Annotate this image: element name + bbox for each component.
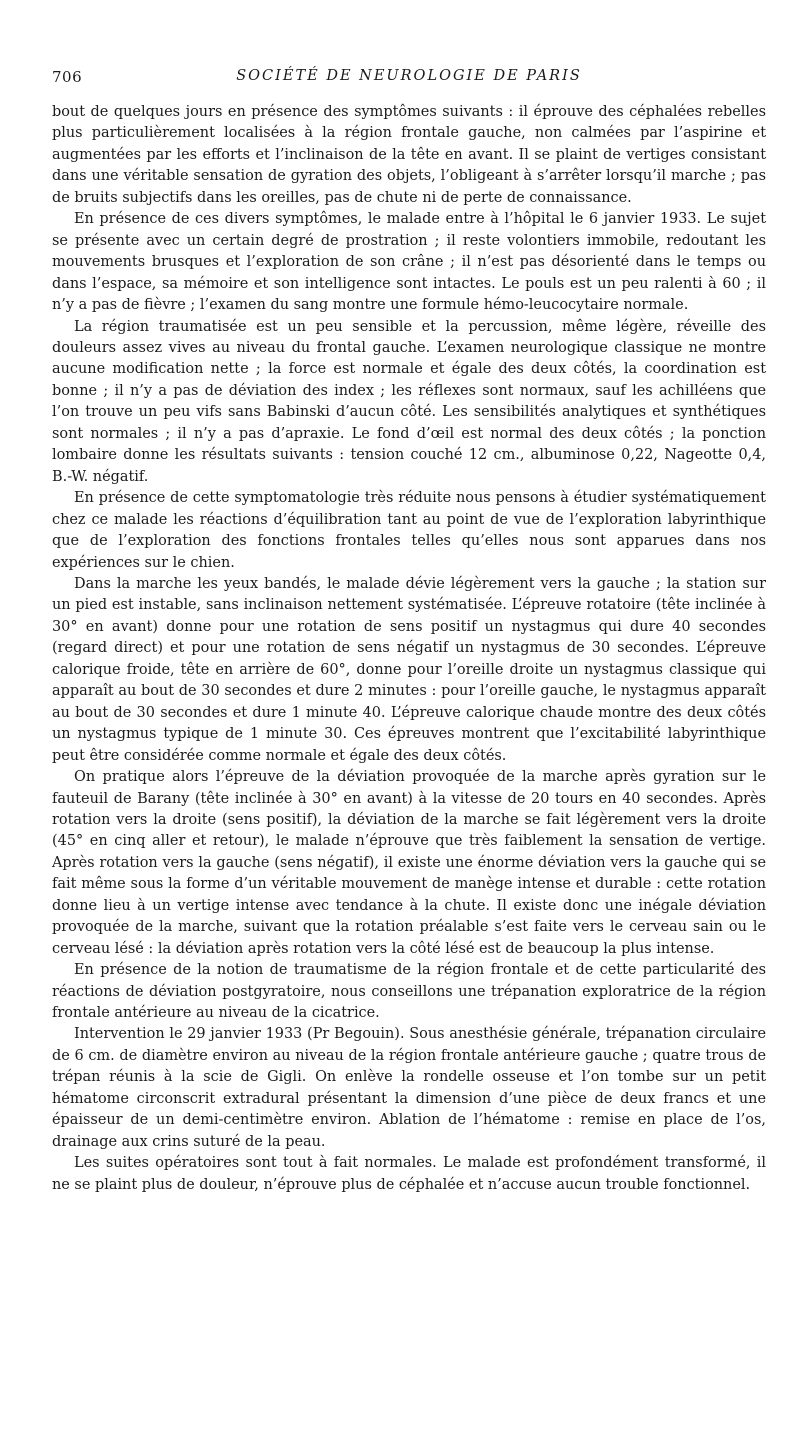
paragraph-labyrinth-tests: Dans la marche les yeux bandés, le malade dévie légèrement vers la gauche ; la station sur un pied est instable, sans inclinaison nettement systématisée. L’épreuve rotatoire (tête inclinée à 30° en avant) donne pour une rotation de sens positif un nystagmus qui dure 40 secondes (regard direct) et pour une rotation de sens négatif un nystagmus de 30 secondes. L’épreuve calorique froide, tête en arrière de 60°, donne pour l’oreille droite un nystagmus classique qui apparaît au bout de 30 secondes et dure 2 minutes : pour l’oreille gauche, le nystagmus apparaît au bout de 30 secondes et dure 1 minute 40. L’épreuve calorique chaude montre des deux côtés un nystagmus typique de 1 minute 30. Ces épreuves montrent que l’excitabilité labyrinthique peut être considérée comme normale et égale des deux côtés. (52, 575, 766, 764)
paragraph-recommendation: En présence de la notion de traumatisme de la région frontale et de cette particularité des réactions de déviation postgyratoire, nous conseillons une trépanation exploratrice de la région frontale antérieure au niveau de la cicatrice. (52, 962, 766, 1022)
paragraph-study-plan: En présence de cette symptomatologie très réduite nous pensons à étudier systématiquement chez ce malade les réactions d’équilibration tant au point de vue de l’exploration labyrinthique que de l’exploration des fonctions frontales telles qu’elles nous sont apparues dans nos expériences sur le chien. (52, 490, 766, 571)
page-number: 706 (52, 68, 83, 86)
running-head (52, 68, 766, 92)
journal-title: SOCIÉTÉ DE NEUROLOGIE DE PARIS (236, 68, 582, 84)
paragraph-admission: En présence de ces divers symptômes, le malade entre à l’hôpital le 6 janvier 1933. Le sujet se présente avec un certain degré de prostration ; il reste volontiers immobile, redoutant les mouvements brusques et l’exploration de son crâne ; il n’est pas désorienté dans le temps ou dans l’espace, sa mémoire et son intelligence sont intactes. Le pouls est un peu ralenti à 60 ; il n’y a pas de fièvre ; l’examen du sang montre une formule hémo-leucocytaire normale. (52, 211, 766, 314)
paragraph-barany-test: On pratique alors l’épreuve de la déviation provoquée de la marche après gyration sur le fauteuil de Barany (tête inclinée à 30° en avant) à la vitesse de 20 tours en 40 secondes. Après rotation vers la droite (sens positif), la déviation de la marche se fait légèrement vers la droite (45° en cinq aller et retour), le malade n’éprouve que très faiblement la sensation de vertige. Après rotation vers la gauche (sens négatif), il existe une énorme déviation vers la gauche qui se fait même sous la forme d’un véritable mouvement de manège intense et durable : cette rotation donne lieu à un vertige intense avec tendance à la chute. Il existe donc une inégale déviation provoquée de la marche, suivant que la rotation préalable s’est faite vers le cerveau sain ou le cerveau lésé : la déviation après rotation vers la côté lésé est de beaucoup la plus intense. (52, 769, 766, 957)
paragraph-intervention: Intervention le 29 janvier 1933 (Pr Begouin). Sous anesthésie générale, trépanation circulaire de 6 cm. de diamètre environ au niveau de la région frontale antérieure gauche ; quatre trous de trépan réunis à la scie de Gigli. On enlève la rondelle osseuse et l’on tombe sur un petit hématome circonscrit extradural présentant la dimension d’une pièce de deux francs et une épaisseur de un demi-centimètre environ. Ablation de l’hématome : remise en place de l’os, drainage aux crins suturé de la peau. (52, 1026, 766, 1150)
paragraph-continuation: bout de quelques jours en présence des symptômes suivants : il éprouve des céphalées rebelles plus particulièrement localisées à la région frontale gauche, non calmées par l’aspirine et augmentées par les efforts et l’inclinaison de la tête en avant. Il se plaint de vertiges consistant dans une véritable sensation de gyration des objets, l’obligeant à s’arrêter lorsqu’il marche ; pas de bruits subjectifs dans les oreilles, pas de chute ni de perte de connaissance. (52, 104, 766, 206)
paragraph-outcome: Les suites opératoires sont tout à fait normales. Le malade est profondément transformé, il ne se plaint plus de douleur, n’éprouve plus de céphalée et n’accuse aucun trouble fonctionnel. (52, 1155, 766, 1193)
article-body (52, 102, 766, 1196)
paragraph-neurological-exam: La région traumatisée est un peu sensible et la percussion, même légère, réveille des douleurs assez vives au niveau du frontal gauche. L’examen neurologique classique ne montre aucune modification nette ; la force est normale et égale des deux côtés, la coordination est bonne ; il n’y a pas de déviation des index ; les réflexes sont normaux, sauf les achilléens que l’on trouve un peu vifs sans Babinski d’aucun côté. Les sensibilités analytiques et synthétiques sont normales ; il n’y a pas d’apraxie. Le fond d’œil est normal des deux côtés ; la ponction lombaire donne les résultats suivants : tension couché 12 cm., albuminose 0,22, Nageotte 0,4, B.-W. négatif. (52, 318, 766, 485)
